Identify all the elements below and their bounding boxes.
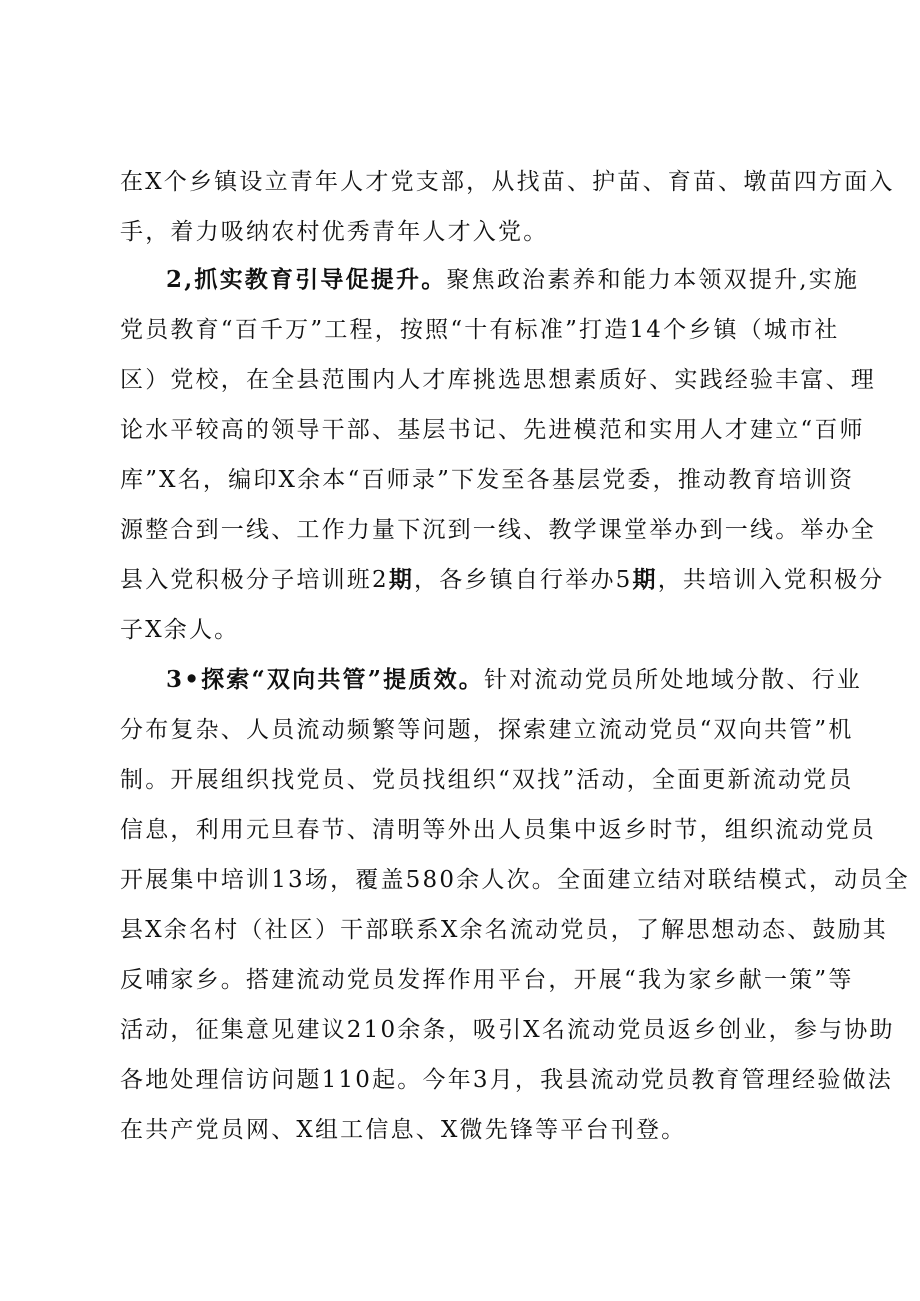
text-line	[120, 766, 854, 794]
body-text: 制。开展组织找党员、党员找组织“双找”活动，全面更新流动党员	[120, 767, 854, 793]
body-text: ，各乡镇自行举办5	[414, 567, 633, 593]
paragraph-heading-line	[166, 266, 860, 294]
bold-text: 3•探索“双向共管”提质效。	[166, 666, 484, 693]
text-line	[120, 466, 855, 494]
text-line	[120, 816, 876, 844]
text-line	[120, 866, 910, 894]
text-line	[120, 366, 876, 394]
body-text: 县X余名村（社区）干部联系X余名流动党员，了解思想动态、鼓励其	[120, 917, 888, 943]
body-text: 聚焦政治素养和能力本领双提升,实施	[446, 267, 860, 293]
text-line	[120, 218, 820, 246]
text-line	[120, 316, 840, 344]
body-text: 活动，征集意见建议210余条，吸引X名流动党员返乡创业，参与协助	[120, 1017, 895, 1043]
text-line	[120, 566, 885, 594]
paragraph-heading-line	[166, 666, 862, 694]
body-text: 各地处理信访问题110起。今年3月，我县流动党员教育管理经验做法	[120, 1067, 893, 1093]
body-text: 在X个乡镇设立青年人才党支部，从找苗、护苗、育苗、墩苗四方面入	[120, 169, 895, 195]
body-text: 开展集中培训13场，覆盖580余人次。全面建立结对联结模式，动员全	[120, 867, 910, 893]
body-text: 信息，利用元旦春节、清明等外出人员集中返乡时节，组织流动党员	[120, 817, 876, 843]
text-line	[120, 1116, 820, 1144]
body-text: 手，着力吸纳农村优秀青年人才入党。	[120, 219, 549, 245]
body-text: 论水平较高的领导干部、基层书记、先进模范和实用人才建立“百师	[120, 417, 865, 443]
text-line	[120, 1066, 893, 1094]
text-line	[120, 1016, 895, 1044]
text-line	[120, 966, 854, 994]
bold-text: 期	[632, 566, 658, 593]
bold-text: 2,抓实教育引导促提升。	[166, 266, 447, 293]
text-line	[120, 916, 888, 944]
body-text: 在共产党员网、X组工信息、X微先锋等平台刊登。	[120, 1117, 687, 1143]
bold-text: 期	[388, 566, 415, 593]
body-text: 县入党积极分子培训班2	[120, 567, 389, 593]
body-text: ，共培训入党积极分	[657, 567, 885, 593]
body-text: 党员教育“百千万”工程，按照“十有标准”打造14个乡镇（城市社	[120, 317, 840, 343]
text-line	[120, 616, 820, 644]
text-line	[120, 416, 865, 444]
body-text: 子X余人。	[120, 617, 240, 643]
body-text: 区）党校，在全县范围内人才库挑选思想素质好、实践经验丰富、理	[120, 367, 876, 393]
body-text: 源整合到一线、工作力量下沉到一线、教学课堂举办到一线。举办全	[120, 517, 876, 543]
text-line	[120, 716, 854, 744]
text-line	[120, 168, 895, 196]
text-line	[120, 516, 876, 544]
body-text: 针对流动党员所处地域分散、行业	[483, 667, 862, 693]
body-text: 库”X名，编印X余本“百师录”下发至各基层党委，推动教育培训资	[120, 467, 855, 493]
body-text: 分布复杂、人员流动频繁等问题，探索建立流动党员“双向共管”机	[120, 717, 854, 743]
body-text: 反哺家乡。搭建流动党员发挥作用平台，开展“我为家乡献一策”等	[120, 967, 854, 993]
